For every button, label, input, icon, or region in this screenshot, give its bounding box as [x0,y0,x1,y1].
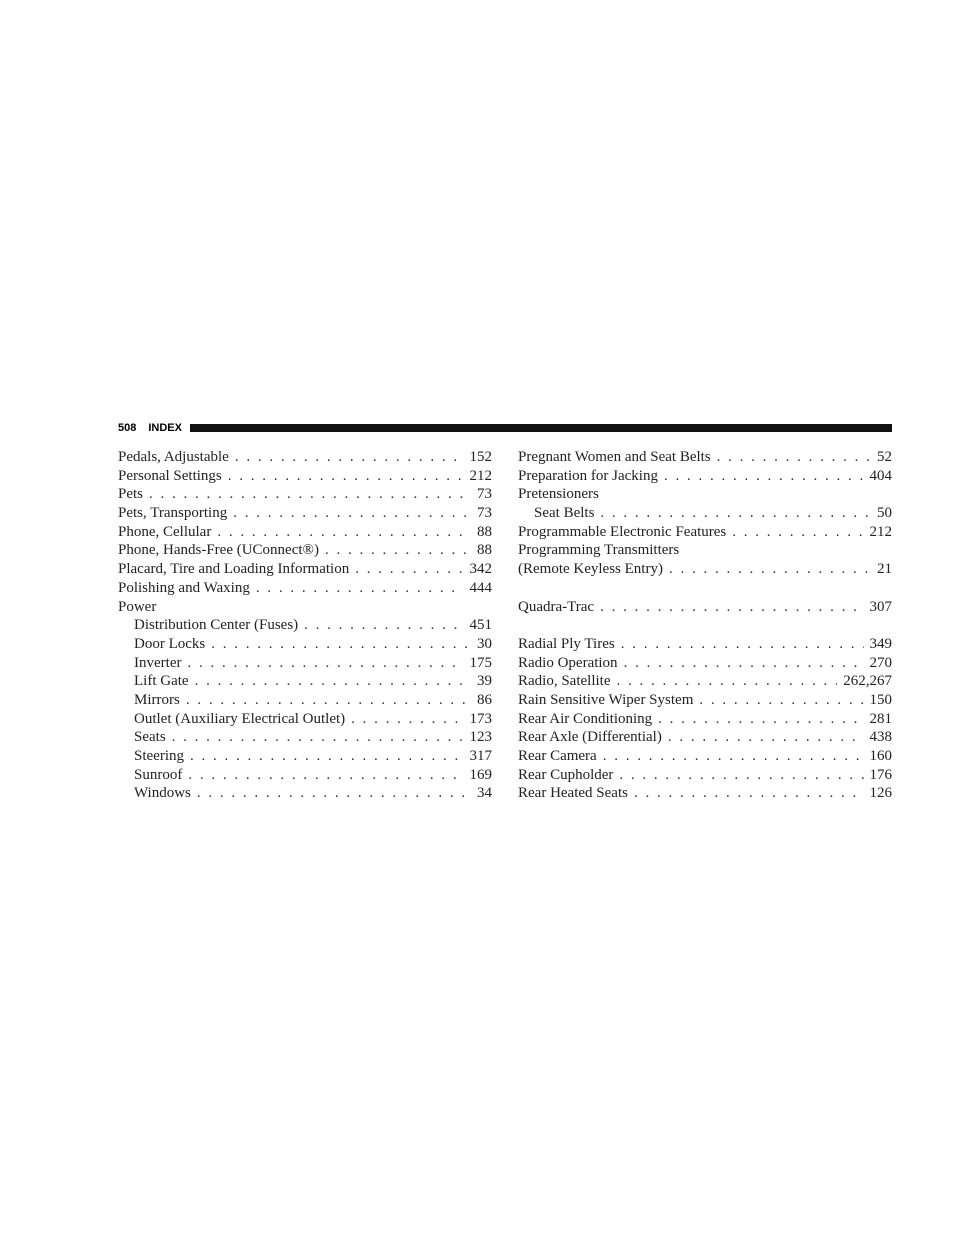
index-subentry [118,691,492,710]
entry-label: Sunroof [134,766,183,783]
index-subentry [118,654,492,673]
entry-page: 88 [477,542,492,559]
index-subentry [118,766,492,785]
section-title: INDEX [148,422,182,434]
index-entry [118,560,492,579]
entry-page: 438 [869,729,892,746]
entry-label: Placard, Tire and Loading Information [118,561,350,578]
entry-page: 73 [477,486,492,503]
dot-leader [195,672,471,691]
index-entry [518,560,892,579]
entry-label: Programming Transmitters [518,542,680,559]
entry-page: 451 [469,617,492,634]
entry-label: Phone, Hands-Free (UConnect®) [118,542,319,559]
entry-page: 262,267 [843,673,892,690]
letter-gap [518,579,892,598]
entry-label: Radio, Satellite [518,673,611,690]
dot-leader [621,635,864,654]
letter-gap [518,616,892,635]
entry-page: 212 [469,467,492,484]
entry-page: 160 [869,748,892,764]
entry-page: 52 [877,449,892,465]
entry-label: Preparation for Jacking [518,467,658,484]
entry-page: 349 [869,635,892,652]
entry-label: Rain Sensitive Wiper System [518,691,694,708]
index-entry [118,448,492,467]
entry-page: 50 [877,505,892,522]
index-entry [118,541,492,560]
entry-page: 175 [469,654,492,671]
entry-label: Radial Ply Tires [518,635,615,652]
entry-page: 176 [869,766,892,783]
dot-leader [190,747,464,766]
entry-page: 169 [469,766,492,783]
entry-page: 173 [469,710,492,727]
index-entry [518,635,892,654]
entry-page: 444 [469,579,492,596]
dot-leader [600,598,863,617]
entry-page: 281 [869,710,892,727]
entry-page: 73 [477,505,492,522]
index-subentry [118,635,492,654]
dot-leader [186,691,471,710]
dot-leader [351,710,463,729]
dot-leader [616,672,837,691]
index-column-left [118,448,492,803]
entry-label: Pets, Transporting [118,505,228,522]
entry-label: Power [118,598,157,615]
entry-label: Rear Axle (Differential) [518,729,662,746]
entry-label: Pregnant Women and Seat Belts [518,449,711,465]
entry-label: Distribution Center (Fuses) [134,617,299,634]
dot-leader [664,467,864,486]
index-entry [518,728,892,747]
dot-leader [187,654,463,673]
entry-page: 88 [477,523,492,540]
dot-leader [624,654,864,673]
dot-leader [634,784,864,803]
dot-leader [233,504,471,523]
dot-leader [325,541,471,560]
index-entry [518,467,892,486]
index-heading [518,541,892,560]
index-entry [518,523,892,542]
entry-label: Mirrors [134,691,180,708]
entry-label: Rear Air Conditioning [518,710,653,727]
entry-page: 39 [477,673,492,690]
page-number: 508 [118,422,137,434]
entry-label: Phone, Cellular [118,523,212,540]
entry-page: 34 [477,785,492,802]
dot-leader [256,579,464,598]
entry-page: 270 [869,654,892,671]
index-heading [518,485,892,504]
dot-leader [669,560,871,579]
entry-label: Lift Gate [134,673,189,690]
dot-leader [658,710,863,729]
entry-label: Personal Settings [118,467,222,484]
entry-page: 86 [477,691,492,708]
entry-label: Windows [134,785,191,802]
entry-page: 152 [469,449,492,465]
entry-label: Pretensioners [518,486,599,503]
index-entry [518,766,892,785]
entry-page: 123 [469,729,492,746]
index-entry [118,467,492,486]
dot-leader [188,766,463,785]
index-entry [518,710,892,729]
entry-label: Polishing and Waxing [118,579,250,596]
index-subentry [118,728,492,747]
index-entry [518,784,892,803]
dot-leader [732,523,863,542]
index-subentry [118,747,492,766]
entry-page: 150 [869,691,892,708]
index-subentry [118,784,492,803]
dot-leader [603,747,864,766]
entry-label: Rear Camera [518,748,597,764]
dot-leader [235,448,464,467]
dot-leader [699,691,863,710]
entry-label: Pets [118,486,144,503]
index-entry [518,598,892,617]
index-entry [118,523,492,542]
entry-label: Rear Cupholder [518,766,614,783]
index-subentry [118,672,492,691]
entry-label: (Remote Keyless Entry) [518,561,663,578]
page-header [118,421,892,435]
entry-label: Outlet (Auxiliary Electrical Outlet) [134,710,346,727]
index-entry [518,672,892,691]
index-entry [518,747,892,766]
index-column-right [518,448,892,803]
dot-leader [619,766,863,785]
header-rule [190,424,892,432]
dot-leader [668,728,864,747]
entry-page: 30 [477,635,492,652]
index-entry [118,485,492,504]
entry-label: Seat Belts [534,505,595,522]
entry-label: Programmable Electronic Features [518,523,727,540]
entry-label: Pedals, Adjustable [118,449,229,465]
entry-page: 307 [869,598,892,615]
dot-leader [228,467,464,486]
entry-page: 21 [877,561,892,578]
entry-page: 126 [869,785,892,802]
entry-label: Door Locks [134,635,206,652]
dot-leader [717,448,871,467]
dot-leader [304,616,463,635]
dot-leader [211,635,471,654]
index-heading [118,598,492,617]
entry-page: 317 [469,748,492,764]
dot-leader [355,560,463,579]
index-subentry [118,616,492,635]
index-entry [518,691,892,710]
entry-label: Quadra-Trac [518,598,595,615]
dot-leader [600,504,871,523]
index-subentry [118,710,492,729]
index-entry [518,448,892,467]
dot-leader [197,784,471,803]
index-entry [118,504,492,523]
entry-label: Rear Heated Seats [518,785,628,802]
dot-leader [149,485,471,504]
entry-label: Radio Operation [518,654,618,671]
index-entry [118,579,492,598]
entry-page: 404 [869,467,892,484]
index-subentry [518,504,892,523]
index-entry [518,654,892,673]
entry-label: Steering [134,748,184,764]
dot-leader [217,523,471,542]
dot-leader [172,728,464,747]
entry-page: 342 [469,561,492,578]
entry-label: Seats [134,729,166,746]
entry-label: Inverter [134,654,182,671]
entry-page: 212 [869,523,892,540]
